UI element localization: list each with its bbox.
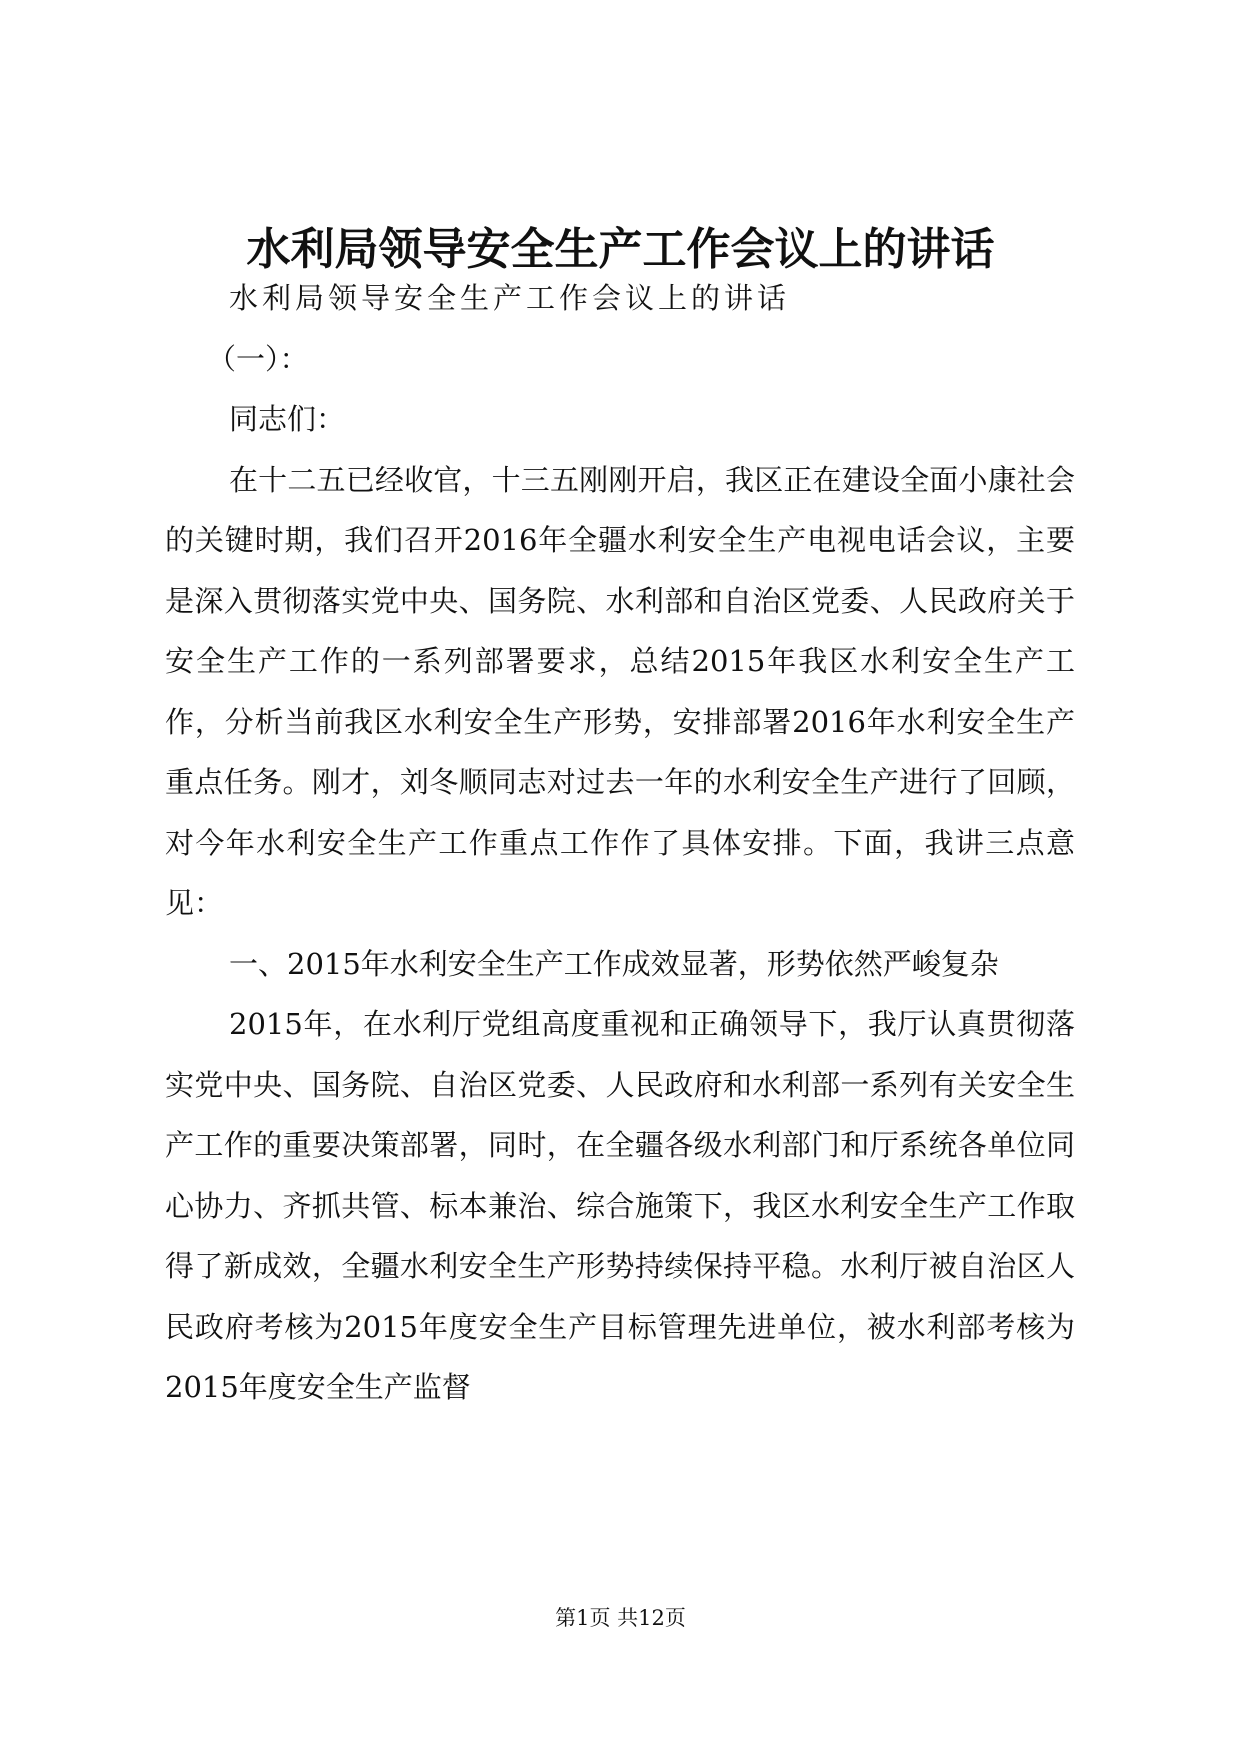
salutation: 同志们： — [229, 402, 346, 436]
document-subtitle: 水利局领导安全生产工作会议上的讲话 — [229, 281, 791, 315]
document-body — [165, 268, 1075, 1418]
body-paragraph: 在十二五已经收官，十三五刚刚开启，我区正在建设全面小康社会的关键时期，我们召开2016年全疆水利安全生产电视电话会议，主要是深入贯彻落实党中央、国务院、水利部和自治区党委、人民政府关于安全生产工作的一系列部署要求，总结2015年我区水利安全生产工作，分析当前我区水利安全生产形势，安排部署2016年水利安全生产重点任务。刚才，刘冬顺同志对过去一年的水利安全生产进行了回顾，对今年水利安全生产工作重点工作作了具体安排。下面，我讲三点意见： — [165, 462, 1075, 920]
body-paragraph: 2015年，在水利厅党组高度重视和正确领导下，我厅认真贯彻落实党中央、国务院、自治区党委、人民政府和水利部一系列有关安全生产工作的重要决策部署，同时，在全疆各级水利部门和厅系统各单位同心协力、齐抓共管、标本兼治、综合施策下，我区水利安全生产工作取得了新成效，全疆水利安全生产形势持续保持平稳。水利厅被自治区人民政府考核为2015年度安全生产目标管理先进单位，被水利部考核为2015年度安全生产监督 — [165, 1007, 1075, 1404]
page-footer: 第1页 共12页 — [555, 1606, 686, 1630]
section-marker: （一）： — [207, 341, 309, 376]
document-title: 水利局领导安全生产工作会议上的讲话 — [246, 224, 995, 275]
section-heading: 一、2015年水利安全生产工作成效显著，形势依然严峻复杂 — [229, 946, 999, 981]
